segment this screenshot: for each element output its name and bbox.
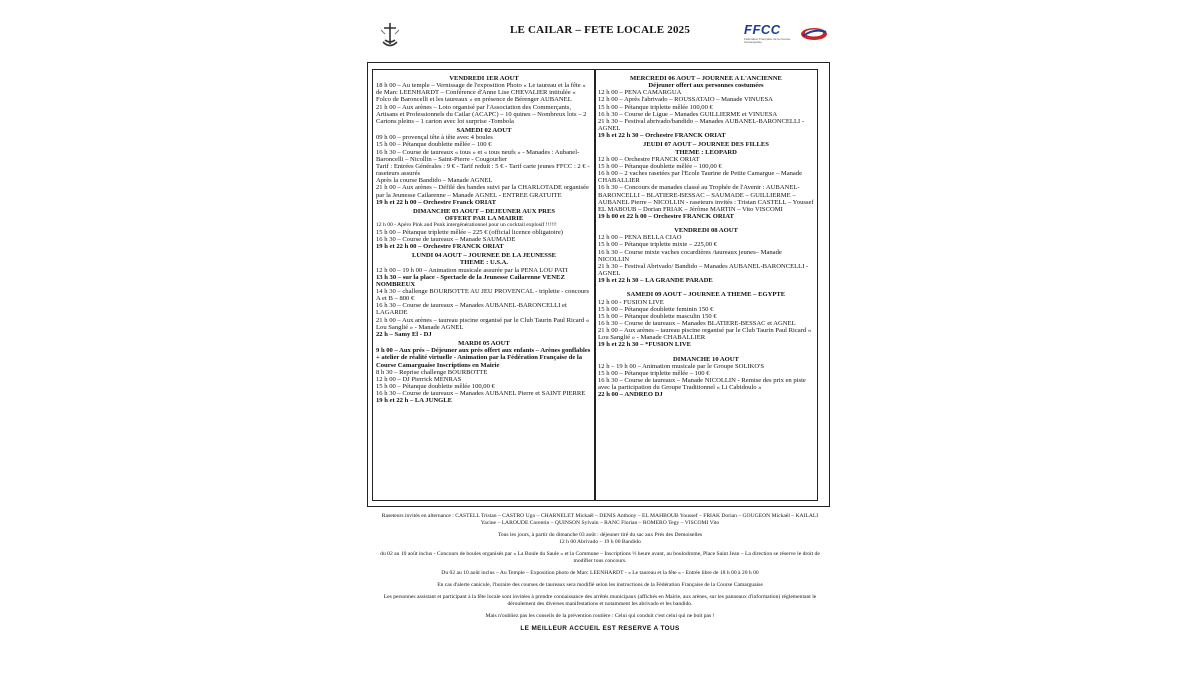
schedule-entry: 15 h 00 – Pétanque doublette mêlée – 100 € [376, 141, 492, 149]
schedule-entry: 12 h – 19 h 00 – Animation musicale par le Groupe SOLIKO'S [598, 362, 765, 370]
schedule-entry: 12 h 00 – Après l'abrivado – ROUSSATAIO – Manade VINUESA [598, 96, 773, 104]
spacer [598, 349, 814, 354]
spacer [598, 220, 814, 225]
schedule-entry: 15 h 00 – Pétanque triplette mêlée 100,00 € [598, 103, 713, 111]
closing-message: LE MEILLEUR ACCUEIL EST RESERVE A TOUS [520, 625, 680, 633]
schedule-entry: 16 h 00 – 2 vaches rasetées par l'Ecole Taurine de Petite Camargue – Manade CHABALLIER [598, 170, 803, 185]
footer-note: du 02 au 10 août inclus - Concours de boules organisés par « La Boule du Saule » et la Commune – Inscriptions ½ heure avant, au boulodrome, Place Saint Jean – La direction se réserve le droit de modifier tous concours. [380, 551, 820, 565]
day-heading: SAMEDI 09 AOUT – JOURNEE A THEME – EGYPTE [626, 291, 786, 299]
day-heading: VENDREDI 1ER AOUT [449, 75, 519, 82]
schedule-entry: 14 h 30 – challenge BOURBOTTE AU JEU PROVENCAL - triplette - concours A et B – 800 € [376, 287, 589, 303]
schedule-entry: 16 h 30 – Course de taureaux – Manade SAUMADE [376, 235, 516, 243]
footer-notes [375, 513, 825, 633]
day-heading: MARDI 05 AOUT [458, 340, 510, 348]
ffcc-swoosh-icon [799, 24, 829, 42]
spacer [598, 284, 814, 289]
day-heading: DIMANCHE 10 AOUT [673, 355, 739, 363]
footer-note: En cas d'alerte canicule, l'horaire des courses de taureaux sera modifié selon les instructions de la Fédération Française de la Course Camarguaise [437, 582, 763, 589]
schedule-entry: 16 h 30 – Course mixte vaches cocardières /taureaux jeunes– Manade NICOLLIN [598, 248, 782, 263]
day-heading: VENDREDI 08 AOUT [674, 227, 738, 235]
schedule-entry: 16 h 30 – Course de taureaux – Manade NICOLLIN - Remise des prix en piste avec la participation du Groupe Traditionnel « Li Cabidoulo » [598, 377, 806, 392]
schedule-entry: 15 h 00 – Pétanque doublette mêlée – 100,00 € [598, 162, 722, 170]
schedule-entry: 19 h et 22 h 00 – Orchestre FRANCK ORIAT [376, 243, 504, 251]
ffcc-logo-text: FFCC [744, 22, 781, 37]
programme-column-right [594, 69, 818, 501]
schedule-entry: 12 h 00 – PENA BELLA CIAO [598, 234, 682, 242]
footer-note: Les personnes assistant et participant à la fête locale sont invitées à prendre connaissance des arrêtés municipaux (affichés en Mairie, aux arènes, sur les panneaux d'information) réglementant le déroulement des diverses manifestations et notamment les abrivado et les bandido. [383, 593, 817, 608]
schedule-entry: 21 h 00 – Aux arènes – taureau piscine organisé par le Club Taurin Paul Ricard « Lou Sanglié » - Manade CHABALLIER [598, 327, 812, 342]
schedule-entry: 12 h 00 - FUSION LIVE [598, 298, 664, 306]
footer-note: 12 h 00 Abrivado – 19 h 00 Bandido [559, 539, 641, 546]
schedule-entry: 12 h 00 – 19 h 00 – Animation musicale assurée par la PENA LOU PATI [376, 266, 568, 274]
schedule-entry: 12 h 00 – Orchestre FRANCK ORIAT [598, 155, 700, 163]
schedule-entry: 16 h 30 – Concours de manades classé au Trophée de l'Avenir : AUBANEL-BARONCELLI – BLATIERE-BESSAC – SAUMADE – GUILLIERME – AUBANEL Pierre – NICOLLIN - raseteurs invités : Tristan CASTELL – Youssef EL MABOUB – Dorian FRIAK – Jérôme MARTIN – Vito VISCOMI [598, 184, 814, 213]
schedule-entry: 9 h 00 – Aux prés – Déjeuner aux prés offert aux enfants – Arènes gonflables + atelier de réalité virtuelle - Animation par la Fédération Française de la Course Camarguaise Inscriptions en Mairie [376, 347, 591, 369]
schedule-entry: 15 h 00 – Pétanque triplette mêlée – 100 € [598, 369, 710, 377]
schedule-entry: 22 h 00 – ANDREO DJ [598, 391, 663, 399]
schedule-entry: 16 h 30 – Course de taureaux – Manades AUBANEL-BARONCELLI et LAGARDE [376, 302, 567, 317]
day-theme: Déjeuner offert aux personnes costumées [648, 82, 764, 90]
footer-note: Raseteurs invités en alternance : CASTELL Tristan – CASTRO Ugo – CHARNELET Mickaël – DENIS Anthony – EL MAHBOUB Youssef – FRIAK Dorian – GOUGEON Mickaël – KAILALI Yacine – LAROUDE Corentin – QUINSON Sylvain – RANC Florian – ROMERO Tegy – VISCOMI Vito [381, 513, 819, 527]
schedule-entry: 19 h 00 et 22 h 00 – Orchestre FRANCK ORIAT [598, 212, 734, 220]
schedule-entry: 13 h 30 – sur la place - Spectacle de la Jeunesse Cailarenne VENEZ NOMBREUX [376, 273, 565, 288]
schedule-entry: 15 h 00 – Pétanque triplette mêlée – 225 € (official licence obligatoire) [376, 228, 564, 236]
document-title: LE CAILAR – FETE LOCALE 2025 [509, 24, 691, 36]
day-heading: SAMEDI 02 AOUT [456, 127, 512, 135]
schedule-entry: 19 h et 22 h 30 – LA GRANDE PARADE [598, 277, 713, 285]
schedule-entry: 19 h et 22 h 00 – Orchestre Franck ORIAT [376, 198, 496, 206]
schedule-entry: 21 h 00 – Aux arènes – Défilé des bandes suivi par la CHARLOTADE organisée par la Jeunesse Cailarenne – Manade AGNEL - ENTREE GRATUITE [376, 184, 589, 199]
schedule-entry: 19 h et 22 h – LA JUNGLE [376, 397, 453, 405]
day-heading: DIMANCHE 03 AOUT – DEJEUNER AUX PRES [412, 207, 556, 215]
schedule-entry: 21 h 00 – Aux arènes – taureau piscine organisé par le Club Taurin Paul Ricard « Lou Sanglié » - Manade AGNEL [376, 316, 590, 331]
schedule-entry: 19 h et 22 h 30 – *FUSION LIVE [598, 341, 692, 349]
schedule-entry: 12 h 00 - Apéro Pink and Punk intergénérationnel pour un cocktail explosif !!!!!! [376, 222, 557, 229]
schedule-entry: 22 h – Samy El - DJ [376, 330, 432, 338]
day-theme: OFFERT PAR LA MAIRIE [444, 214, 524, 222]
schedule-entry: 15 h 00 – Pétanque doublette mêlée 100,00 € [376, 383, 495, 390]
schedule-entry: 18 h 00 – Au temple – Vernissage de l'exposition Photo « Le taureau et la fête » de Marc LEENHARDT – Conférence d'Anne Lise CHEVALIER intitulée « Folco de Baroncelli et les taureaux » en présence de Bérenger AUBANEL [376, 82, 586, 104]
day-heading: MERCREDI 06 AOUT – JOURNEE A L'ANCIENNE [630, 75, 782, 82]
schedule-entry: 09 h 00 – provençal tête à tête avec 4 boules [376, 134, 493, 142]
programme-column-left [372, 69, 596, 501]
schedule-entry: 12 h 00 – PENA CAMARGUA [598, 89, 682, 97]
schedule-entry: 16 h 30 – Course de taureaux – Manades BLATIERE-BESSAC et AGNEL [598, 320, 796, 327]
day-heading: LUNDI 04 AOUT – JOURNEE DE LA JEUNESSE [411, 252, 557, 260]
schedule-entry: 12 h 00 – DJ Pierrick MENRAS [376, 375, 462, 383]
schedule-entry: 21 h 30 – Festival abrivado/bandido – Manades AUBANEL-BARONCELLI - AGNEL [598, 117, 805, 133]
ffcc-logo [744, 22, 830, 48]
schedule-entry: 21 h 00 – Aux arènes – Loto organisé par l'Association des Commerçants, Artisans et Professionnels du Cailar (ACAPC) – 10 quines – Nombreux lots – 2 Cartons pleins – 1 carton avec lot surprise -Tombola [376, 103, 587, 125]
day-theme: THEME : LEOPARD [675, 148, 737, 156]
footer-note: Du 02 au 10 août inclus – Au Temple – Exposition photo de Marc LEENHARDT - « Le taureau et la fête » - Entrée libre de 18 h 00 à 20 h 00 [441, 570, 759, 577]
schedule-entry: 16 h 30 – Course de taureaux « tous » et « tous neufs » - Manades : Aubanel-Baroncelli – Nicollin – Saint-Pierre - Cougourlier [376, 148, 580, 163]
schedule-entry: Tarif : Entrées Générales : 9 € - Tarif reduit : 5 € - Tarif carte jeunes FFCC : 2 € - raseteurs assurés [376, 162, 590, 178]
ffcc-logo-subtitle: Fédération Française de la Course Camarguaise [744, 37, 791, 44]
schedule-entry: 15 h 00 – Pétanque doublette masculin 150 € [598, 312, 717, 320]
schedule-entry: 16 h 30 – Course de taureaux – Manades AUBANEL Pierre et SAINT PIERRE [376, 390, 586, 398]
day-heading: JEUDI 07 AOUT – JOURNEE DES FILLES [643, 141, 769, 149]
schedule-entry: 8 h 30 – Reprise challenge BOURBOTTE [376, 368, 488, 376]
schedule-entry: 16 h 30 – Course de Ligue – Manades GUILLIERME et VINUESA [598, 110, 778, 118]
schedule-entry: 19 h et 22 h 30 – Orchestre FRANCK ORIAT [598, 132, 726, 140]
schedule-entry: 15 h 00 – Pétanque doublette feminin 150 € [598, 305, 714, 313]
camargue-cross-logo-icon [375, 20, 405, 50]
schedule-entry: 15 h 00 – Pétanque triplette mixte – 225,00 € [598, 241, 718, 249]
footer-note: Tous les jours, à partir du dimanche 03 août : déjeuner tiré du sac aux Prés des Demoiselles [497, 532, 703, 539]
schedule-entry: 21 h 30 – Festival Abrivado/ Bandido – Manades AUBANEL-BARONCELLI - AGNEL [598, 262, 809, 278]
day-theme: THEME : U.S.A. [459, 259, 509, 267]
schedule-entry: Après la course Bandido – Manade AGNEL [376, 177, 493, 185]
footer-note: Mais n'oubliez pas les conseils de la prévention routière : Celui qui conduit c'est celui qui ne boit pas ! [485, 612, 715, 619]
